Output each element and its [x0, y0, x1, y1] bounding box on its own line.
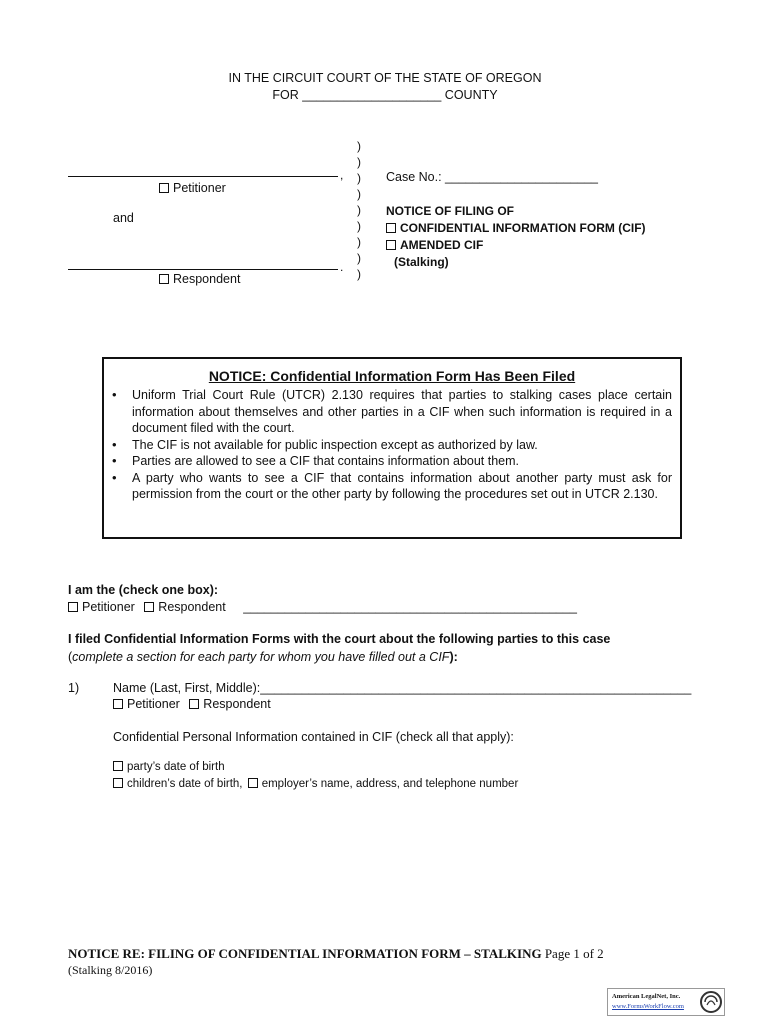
party-petitioner-option[interactable] [113, 697, 180, 711]
dob-label: party’s date of birth [127, 761, 225, 773]
iam-respondent-label: Respondent [158, 600, 226, 614]
publisher-badge [607, 988, 725, 1016]
court-line: IN THE CIRCUIT COURT OF THE STATE OF OREGON [228, 71, 542, 85]
respondent-option[interactable] [159, 272, 240, 286]
cpi-label: Confidential Personal Information contained in CIF (check all that apply): [113, 730, 514, 744]
paren: ) [357, 155, 361, 169]
notice-bullet: • Uniform Trial Court Rule (UTCR) 2.130 requires that parties to stalking cases place certain information about themselves and other parties in a CIF when such information is required in a document filed with the court. [110, 387, 672, 437]
amended-label: AMENDED CIF [400, 238, 484, 252]
party-petitioner-label: Petitioner [127, 697, 180, 711]
children-employer-options [113, 778, 518, 790]
iam-respondent-option[interactable] [144, 600, 225, 614]
employer-checkbox[interactable] [248, 778, 258, 788]
caption-divider [354, 138, 364, 282]
footer-title: NOTICE RE: FILING OF CONFIDENTIAL INFORMATION FORM – STALKING [68, 946, 542, 961]
petitioner-checkbox[interactable] [159, 183, 169, 193]
party-name-field[interactable]: Name (Last, First, Middle):______________________________________________________________ [113, 681, 692, 695]
iam-options [68, 600, 577, 614]
cif-label: CONFIDENTIAL INFORMATION FORM (CIF) [400, 221, 646, 235]
footer-page: Page 1 of 2 [544, 946, 604, 961]
iam-respondent-checkbox[interactable] [144, 602, 154, 612]
iam-name-blank[interactable]: ________________________________________________ [243, 600, 577, 614]
respondent-checkbox[interactable] [159, 274, 169, 284]
party-petitioner-checkbox[interactable] [113, 699, 123, 709]
paren: ) [357, 203, 361, 217]
notice-title: NOTICE: Confidential Information Form Has Been Filed [208, 368, 576, 384]
filed-instruction [68, 650, 458, 664]
publisher-logo-icon [700, 991, 722, 1013]
children-dob-checkbox[interactable] [113, 778, 123, 788]
dob-checkbox[interactable] [113, 761, 123, 771]
party-respondent-label: Respondent [203, 697, 271, 711]
notice-bullet: • The CIF is not available for public inspection except as authorized by law. [110, 437, 672, 454]
instruction-text: complete a section for each party for whom you have filled out a CIF [72, 650, 450, 664]
paren: ) [357, 251, 361, 265]
employer-label: employer’s name, address, and telephone number [261, 778, 519, 790]
paren: ) [357, 187, 361, 201]
stalking-label: (Stalking) [394, 255, 449, 269]
instruction-close: ): [449, 650, 458, 664]
publisher-url[interactable]: www.FormsWorkFlow.com [612, 1003, 684, 1010]
dob-option[interactable] [113, 761, 225, 773]
respondent-line-period: . [340, 260, 344, 274]
iam-petitioner-label: Petitioner [82, 600, 135, 614]
notice-of-filing-label: NOTICE OF FILING OF [386, 204, 514, 218]
court-header [0, 70, 770, 104]
paren: ) [357, 219, 361, 233]
party-respondent-checkbox[interactable] [189, 699, 199, 709]
iam-petitioner-option[interactable] [68, 600, 135, 614]
party-respondent-option[interactable] [189, 697, 270, 711]
respondent-name-line[interactable] [68, 269, 338, 270]
respondent-label: Respondent [173, 272, 241, 286]
amended-option[interactable] [386, 237, 646, 254]
children-dob-option[interactable] [113, 778, 243, 790]
notice-box [102, 357, 682, 539]
cif-checkbox[interactable] [386, 223, 396, 233]
children-dob-label: children’s date of birth, [127, 778, 243, 790]
notice-bullet: • A party who wants to see a CIF that contains information about another party must ask for permission from the court or the other party by following the procedures set out in UTCR 2.130. [110, 470, 672, 503]
petitioner-option[interactable] [159, 181, 226, 195]
employer-option[interactable] [248, 778, 519, 790]
footer-title-line [68, 946, 604, 962]
party-role-options [113, 697, 271, 711]
globe-icon [702, 993, 720, 1011]
and-label: and [113, 211, 134, 225]
paren: ) [357, 139, 361, 153]
amended-checkbox[interactable] [386, 240, 396, 250]
notice-bullets [110, 387, 672, 503]
paren: ) [357, 171, 361, 185]
notice-of-filing-block [386, 203, 646, 271]
party-number: 1) [68, 681, 80, 695]
paren: ) [357, 267, 361, 281]
instruction-open: ( [68, 650, 73, 664]
county-line: FOR ____________________ COUNTY [272, 88, 498, 102]
publisher-name: American LegalNet, Inc. [612, 993, 681, 1000]
petitioner-line-comma: , [340, 168, 344, 182]
iam-heading: I am the (check one box): [68, 583, 219, 597]
petitioner-label: Petitioner [173, 181, 226, 195]
cif-option[interactable] [386, 220, 646, 237]
petitioner-name-line[interactable] [68, 176, 338, 177]
notice-bullet: • Parties are allowed to see a CIF that contains information about them. [110, 453, 672, 470]
footer-revision: (Stalking 8/2016) [68, 963, 153, 977]
case-number[interactable]: Case No.: ______________________ [386, 170, 598, 184]
filed-heading: I filed Confidential Information Forms with the court about the following parties to this case [68, 632, 611, 646]
iam-petitioner-checkbox[interactable] [68, 602, 78, 612]
paren: ) [357, 235, 361, 249]
